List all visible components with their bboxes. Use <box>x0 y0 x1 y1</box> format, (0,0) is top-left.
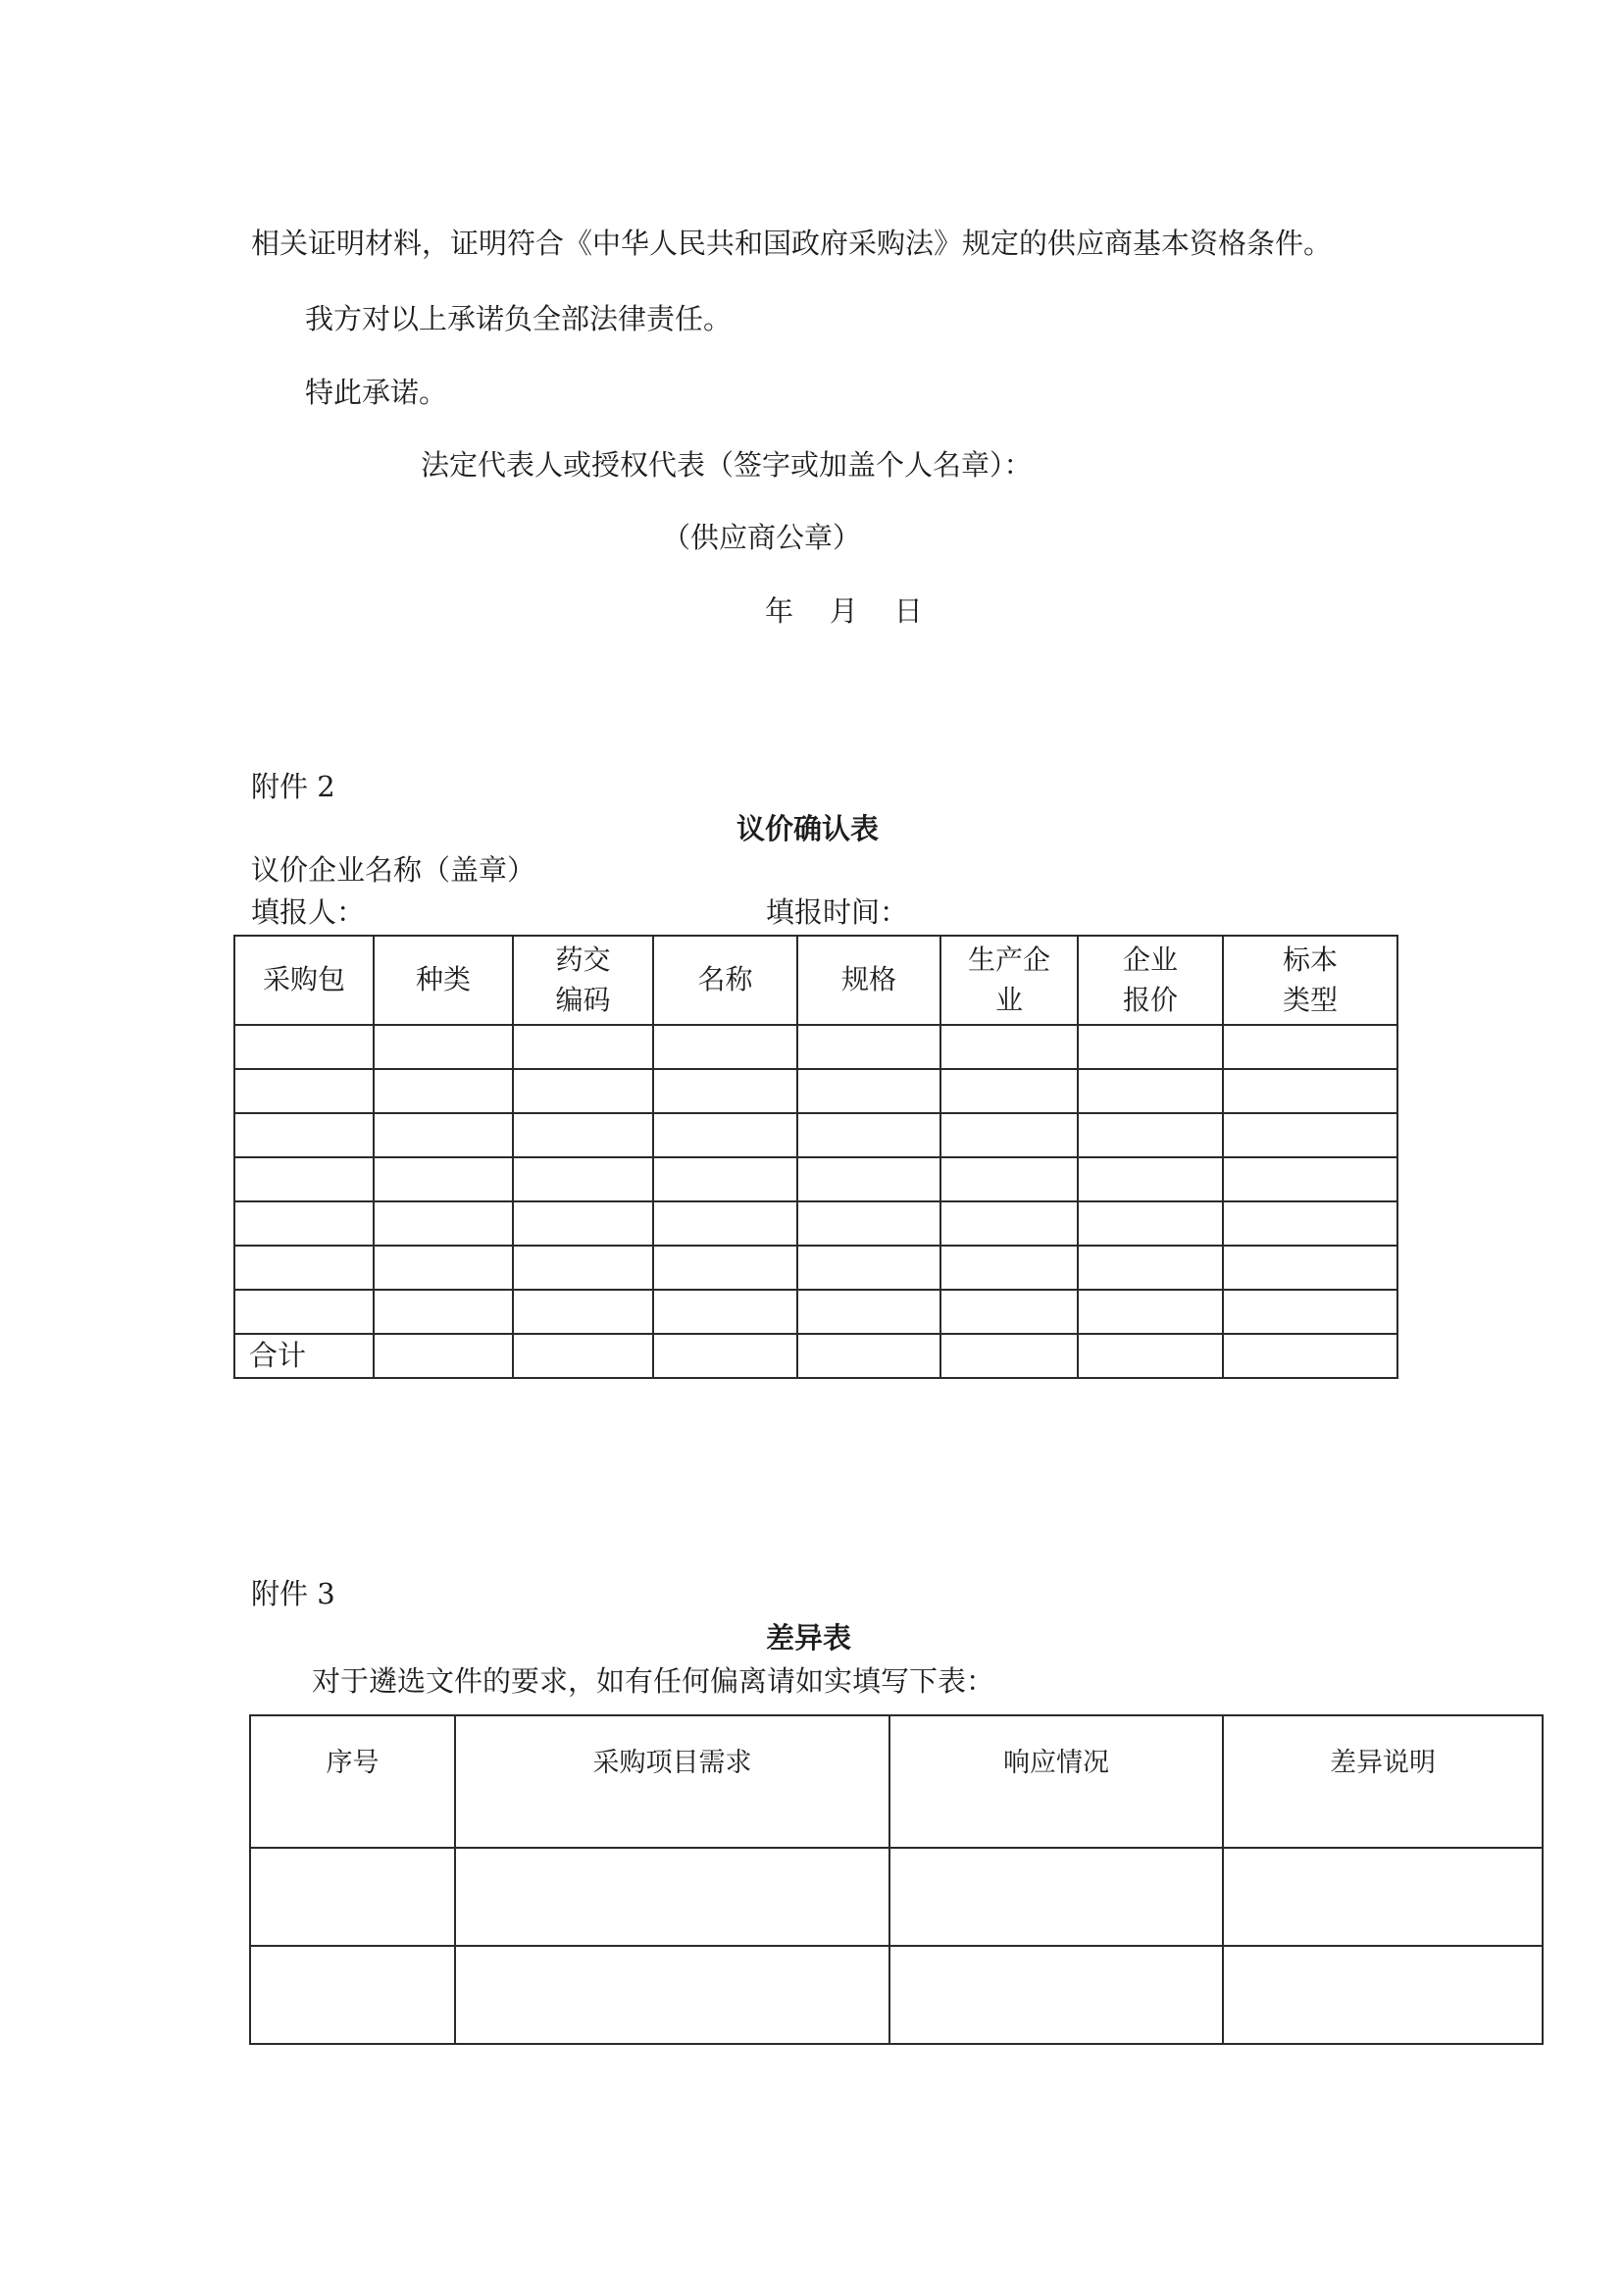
total-label: 合计 <box>234 1334 374 1378</box>
liability-statement: 我方对以上承诺负全部法律责任。 <box>305 302 733 335</box>
column-header: 种类 <box>374 936 513 1025</box>
company-name-label: 议价企业名称（盖章） <box>251 853 536 887</box>
table-row <box>234 1201 1397 1246</box>
price-confirmation-table <box>233 935 1398 1379</box>
table-row <box>234 1246 1397 1290</box>
commitment-paragraph-end: 相关证明材料，证明符合《中华人民共和国政府采购法》规定的供应商基本资格条件。 <box>251 227 1333 260</box>
table-header-row <box>250 1715 1543 1848</box>
column-header: 企业报价 <box>1078 936 1223 1025</box>
seal-line: （供应商公章） <box>662 521 862 554</box>
table-row <box>234 1290 1397 1334</box>
table-row <box>250 1946 1543 2044</box>
table-header-row <box>234 936 1397 1025</box>
column-header: 序号 <box>250 1715 455 1848</box>
column-header: 响应情况 <box>889 1715 1223 1848</box>
table-row <box>234 1157 1397 1201</box>
table-row <box>234 1025 1397 1069</box>
column-header: 药交编码 <box>513 936 653 1025</box>
column-header: 差异说明 <box>1223 1715 1543 1848</box>
signature-line: 法定代表人或授权代表（签字或加盖个人名章）： <box>421 448 1033 482</box>
column-header: 规格 <box>797 936 940 1025</box>
table-row <box>234 1069 1397 1113</box>
column-header: 采购项目需求 <box>455 1715 889 1848</box>
date-line: 年 月 日 <box>765 594 923 628</box>
table-row <box>234 1113 1397 1157</box>
filler-label: 填报人： <box>251 895 366 929</box>
attachment-2-label: 附件 2 <box>251 770 335 803</box>
attachment-3-label: 附件 3 <box>251 1577 335 1610</box>
total-row <box>234 1334 1397 1378</box>
attachment-2-title: 议价确认表 <box>736 812 880 845</box>
table-row <box>250 1848 1543 1946</box>
deviation-instruction: 对于遴选文件的要求，如有任何偏离请如实填写下表： <box>312 1664 995 1698</box>
closing-statement: 特此承诺。 <box>305 376 448 409</box>
column-header: 采购包 <box>234 936 374 1025</box>
deviation-table <box>249 1714 1544 2045</box>
fill-time-label: 填报时间： <box>766 895 909 929</box>
attachment-3-title: 差异表 <box>766 1621 852 1655</box>
column-header: 标本类型 <box>1223 936 1397 1025</box>
column-header: 生产企业 <box>940 936 1078 1025</box>
column-header: 名称 <box>653 936 797 1025</box>
